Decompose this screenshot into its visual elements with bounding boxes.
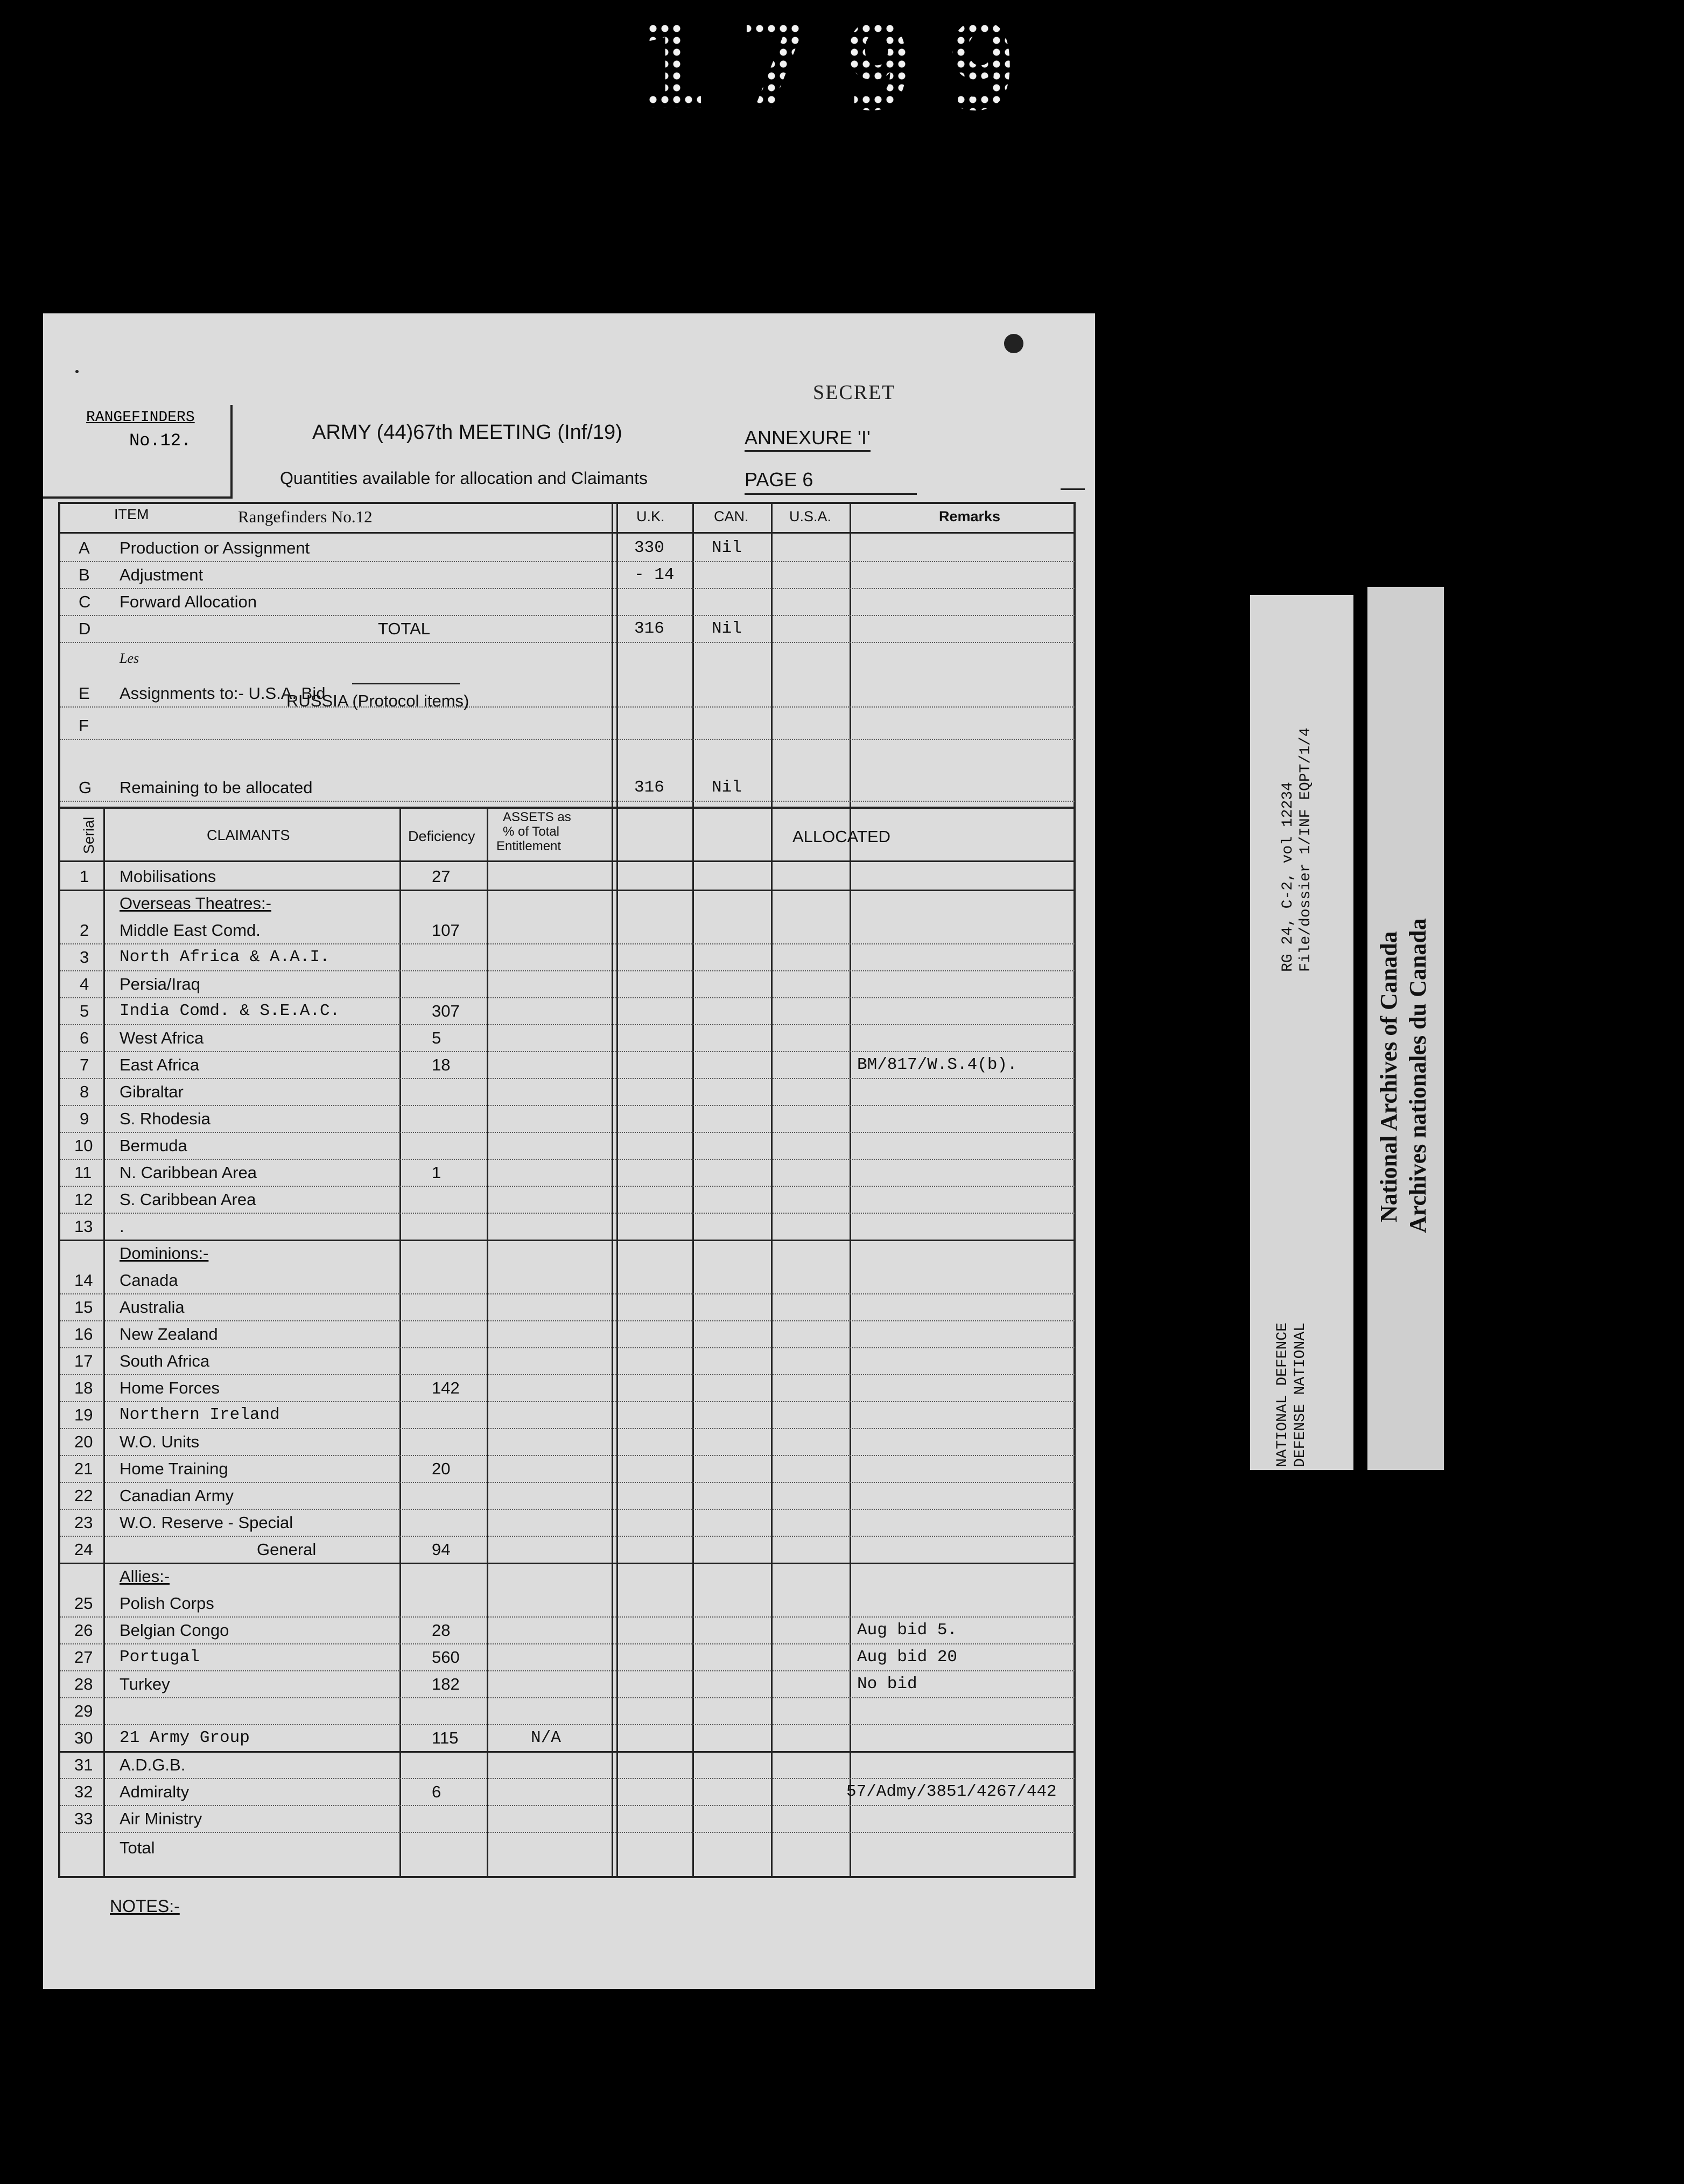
claimant-name: Home Training	[120, 1459, 228, 1478]
serial-number: 16	[74, 1325, 93, 1343]
serial-number: 19	[74, 1405, 93, 1424]
total-label: Total	[120, 1838, 155, 1857]
row-rule	[60, 1347, 1075, 1348]
item-key: F	[79, 716, 89, 735]
page-underline	[745, 493, 917, 495]
serial-number: 1	[80, 867, 89, 886]
archive-reference-2: File/dossier 1/INF EQPT/1/4	[1297, 727, 1314, 972]
claimant-name: Admiralty	[120, 1782, 190, 1801]
row-rule	[60, 1024, 1075, 1025]
serial-number: 31	[74, 1755, 93, 1774]
row-rule	[60, 1455, 1075, 1456]
column-rule	[487, 808, 488, 1877]
less-note: Les	[120, 650, 139, 666]
usa-header: U.S.A.	[789, 508, 832, 524]
row-rule	[60, 1536, 1075, 1537]
row-rule	[60, 1293, 1075, 1294]
uk-header: U.K.	[636, 508, 665, 524]
serial-number: 25	[74, 1594, 93, 1613]
item-label: Production or Assignment	[120, 538, 310, 557]
claimant-name: N. Caribbean Area	[120, 1163, 257, 1182]
serial-number: 30	[74, 1728, 93, 1747]
item-header: ITEM	[114, 506, 149, 522]
can-value: Nil	[712, 619, 742, 638]
serial-number: 27	[74, 1648, 93, 1667]
margin-dash	[1061, 488, 1085, 490]
deficiency-value: 560	[432, 1648, 460, 1667]
assets-value: N/A	[531, 1728, 561, 1747]
can-value: Nil	[712, 538, 742, 557]
item-name: Rangefinders No.12	[238, 507, 373, 526]
item-key: B	[79, 565, 90, 584]
row-rule	[60, 1159, 1075, 1160]
remarks-value: BM/817/W.S.4(b).	[857, 1055, 1018, 1074]
serial-number: 24	[74, 1540, 93, 1559]
serial-number: 23	[74, 1513, 93, 1532]
row-rule	[60, 997, 1075, 998]
serial-number: 18	[74, 1378, 93, 1397]
rangefinders-number: No.12.	[129, 431, 192, 451]
deficiency-value: 6	[432, 1782, 441, 1801]
claimant-name: W.O. Reserve - Special	[120, 1513, 293, 1532]
ink-spot	[75, 370, 79, 373]
claimant-name: Canadian Army	[120, 1486, 234, 1505]
row-rule	[60, 615, 1075, 616]
item-key: A	[79, 538, 90, 557]
row-rule	[60, 1509, 1075, 1510]
row-rule	[60, 1213, 1075, 1214]
column-rule	[103, 808, 105, 1877]
archive-reference-1: RG 24, C-2, vol 12234	[1280, 782, 1296, 972]
uk-value: 316	[634, 619, 664, 638]
serial-number: 22	[74, 1486, 93, 1505]
row-rule	[60, 532, 1075, 534]
serial-number: 17	[74, 1352, 93, 1370]
serial-number: 29	[74, 1702, 93, 1720]
section-heading: Overseas Theatres:-	[120, 894, 271, 913]
serial-number: 6	[80, 1028, 89, 1047]
claimant-name: S. Caribbean Area	[120, 1190, 256, 1209]
archive-name-slip	[1367, 587, 1444, 1470]
claimant-name: Air Ministry	[120, 1809, 202, 1828]
uk-value: - 14	[634, 565, 675, 584]
serial-header: Serial	[81, 816, 97, 854]
serial-number: 13	[74, 1217, 93, 1236]
deficiency-header: Deficiency	[408, 828, 475, 844]
can-header: CAN.	[714, 508, 749, 524]
claimant-name: 21 Army Group	[120, 1728, 250, 1747]
deficiency-value: 307	[432, 1002, 460, 1020]
claimant-name: S. Rhodesia	[120, 1109, 210, 1128]
claimants-header: CLAIMANTS	[207, 827, 290, 843]
remarks-value: Aug bid 20	[857, 1648, 958, 1667]
serial-number: 10	[74, 1136, 93, 1155]
item-label: TOTAL	[378, 619, 431, 638]
row-rule	[60, 860, 1075, 862]
deficiency-value: 20	[432, 1459, 451, 1478]
deficiency-value: 27	[432, 867, 451, 886]
row-rule	[60, 1186, 1075, 1187]
row-rule	[60, 1320, 1075, 1321]
page-number: PAGE 6	[745, 468, 813, 491]
serial-number: 3	[80, 948, 89, 967]
claimant-name: Middle East Comd.	[120, 921, 261, 940]
item-key: D	[79, 619, 91, 638]
claimant-name: New Zealand	[120, 1325, 218, 1343]
page-subtitle: Quantities available for allocation and Claimants	[280, 468, 648, 488]
serial-number: 5	[80, 1002, 89, 1020]
annexure-label: ANNEXURE 'I'	[745, 426, 871, 452]
row-rule	[60, 1401, 1075, 1402]
deficiency-value: 107	[432, 921, 460, 940]
rangefinders-box	[43, 405, 233, 499]
row-rule	[60, 970, 1075, 971]
serial-number: 32	[74, 1782, 93, 1801]
claimant-name: Polish Corps	[120, 1594, 214, 1613]
section-heading: Allies:-	[120, 1567, 170, 1586]
deficiency-value: 94	[432, 1540, 451, 1559]
uk-value: 330	[634, 538, 664, 557]
claimant-name: South Africa	[120, 1352, 210, 1370]
row-rule	[60, 1374, 1075, 1375]
row-rule	[60, 1563, 1075, 1564]
row-rule	[60, 1105, 1075, 1106]
row-rule	[60, 739, 1075, 740]
claimant-name: Canada	[120, 1271, 178, 1290]
department-fr: DEFENSE NATIONAL	[1292, 1322, 1309, 1467]
claimant-name: East Africa	[120, 1055, 200, 1074]
serial-number: 11	[74, 1163, 92, 1182]
remarks-value: Aug bid 5.	[857, 1621, 958, 1640]
row-rule	[60, 1778, 1075, 1779]
item-key: E	[79, 684, 90, 703]
serial-number: 14	[74, 1271, 93, 1290]
deficiency-value: 142	[432, 1378, 460, 1397]
serial-number: 7	[80, 1055, 89, 1074]
frame-number: 1799	[635, 0, 1050, 136]
deficiency-value: 28	[432, 1621, 451, 1640]
claimant-name: Home Forces	[120, 1378, 220, 1397]
assets-header-1: ASSETS as	[503, 810, 571, 824]
serial-number: 26	[74, 1621, 93, 1640]
serial-number: 2	[80, 921, 89, 940]
claimant-name: A.D.G.B.	[120, 1755, 186, 1774]
row-rule	[60, 890, 1075, 891]
item-label: Adjustment	[120, 565, 204, 584]
claimant-name: Mobilisations	[120, 867, 216, 886]
item-label: Forward Allocation	[120, 592, 257, 611]
item-label: Remaining to be allocated	[120, 778, 313, 797]
item-key: C	[79, 592, 91, 611]
remarks-header: Remarks	[939, 508, 1001, 524]
row-rule	[60, 1482, 1075, 1483]
item-label: Assignments to:- U.S.A. Bid	[120, 684, 326, 703]
assets-header-3: Entitlement	[496, 839, 562, 853]
serial-number: 4	[80, 975, 89, 993]
row-rule	[60, 1132, 1075, 1133]
claimant-name: Bermuda	[120, 1136, 187, 1155]
claimant-name: Northern Ireland	[120, 1405, 280, 1424]
uk-value: 316	[634, 778, 664, 797]
row-rule	[60, 1670, 1075, 1671]
claimant-name: W.O. Units	[120, 1432, 200, 1451]
serial-number: 33	[74, 1809, 93, 1828]
row-rule	[60, 1805, 1075, 1806]
serial-number: 20	[74, 1432, 93, 1451]
row-rule	[60, 1643, 1075, 1644]
serial-number: 12	[74, 1190, 93, 1209]
claimant-name: West Africa	[120, 1028, 204, 1047]
row-rule	[60, 1051, 1075, 1052]
section-rule	[60, 807, 1075, 809]
row-rule	[60, 1724, 1075, 1725]
row-rule	[60, 943, 1075, 944]
claimant-name: General	[257, 1540, 317, 1559]
rangefinders-label: RANGEFINDERS	[86, 409, 195, 426]
claimant-name: Portugal	[120, 1648, 200, 1667]
claimant-name: Belgian Congo	[120, 1621, 229, 1640]
item-key: G	[79, 778, 92, 797]
row-rule	[60, 801, 1075, 802]
claimant-name: North Africa & A.A.I.	[120, 948, 330, 967]
russia-protocol: RUSSIA (Protocol items)	[286, 691, 469, 710]
department-en: NATIONAL DEFENCE	[1274, 1322, 1291, 1467]
row-rule	[60, 1697, 1075, 1698]
deficiency-value: 18	[432, 1055, 451, 1074]
section-heading: Dominions:-	[120, 1244, 209, 1263]
remarks-value: 57/Admy/3851/4267/442	[846, 1782, 1057, 1801]
archive-reference-slip	[1250, 595, 1353, 1470]
serial-number: 9	[80, 1109, 89, 1128]
claimant-name: .	[120, 1217, 124, 1236]
deficiency-value: 1	[432, 1163, 441, 1182]
document-page	[43, 313, 1095, 1989]
row-rule	[60, 642, 1075, 643]
row-rule	[60, 561, 1075, 562]
secret-label: SECRET	[813, 381, 896, 404]
row-rule	[60, 588, 1075, 589]
row-rule	[60, 706, 1075, 708]
remarks-value: No bid	[857, 1675, 917, 1693]
allocated-header: ALLOCATED	[792, 827, 891, 846]
claimant-name: Gibraltar	[120, 1082, 184, 1101]
claimant-name: Persia/Iraq	[120, 975, 200, 993]
claimant-name: Turkey	[120, 1675, 170, 1693]
assets-header-2: % of Total	[503, 824, 559, 839]
column-rule	[399, 808, 401, 1877]
deficiency-value: 115	[432, 1728, 459, 1747]
serial-number: 21	[74, 1459, 93, 1478]
deficiency-value: 182	[432, 1675, 460, 1693]
usa-bid-blank	[352, 683, 460, 684]
serial-number: 15	[74, 1298, 93, 1317]
allocation-form	[58, 502, 1076, 1878]
deficiency-value: 5	[432, 1028, 441, 1047]
row-rule	[60, 1616, 1075, 1618]
serial-number: 28	[74, 1675, 93, 1693]
archives-name-en: National Archives of Canada	[1376, 931, 1402, 1222]
archives-name-fr: Archives nationales du Canada	[1405, 918, 1431, 1233]
row-rule	[60, 1832, 1075, 1833]
ink-spot	[1004, 334, 1023, 353]
claimant-name: India Comd. & S.E.A.C.	[120, 1002, 340, 1020]
can-value: Nil	[712, 778, 742, 797]
row-rule	[60, 1428, 1075, 1429]
notes-label: NOTES:-	[110, 1896, 180, 1916]
page-title: ARMY (44)67th MEETING (Inf/19)	[312, 421, 622, 444]
row-rule	[60, 1751, 1075, 1753]
serial-number: 8	[80, 1082, 89, 1101]
row-rule	[60, 1240, 1075, 1241]
row-rule	[60, 1078, 1075, 1079]
claimant-name: Australia	[120, 1298, 185, 1317]
